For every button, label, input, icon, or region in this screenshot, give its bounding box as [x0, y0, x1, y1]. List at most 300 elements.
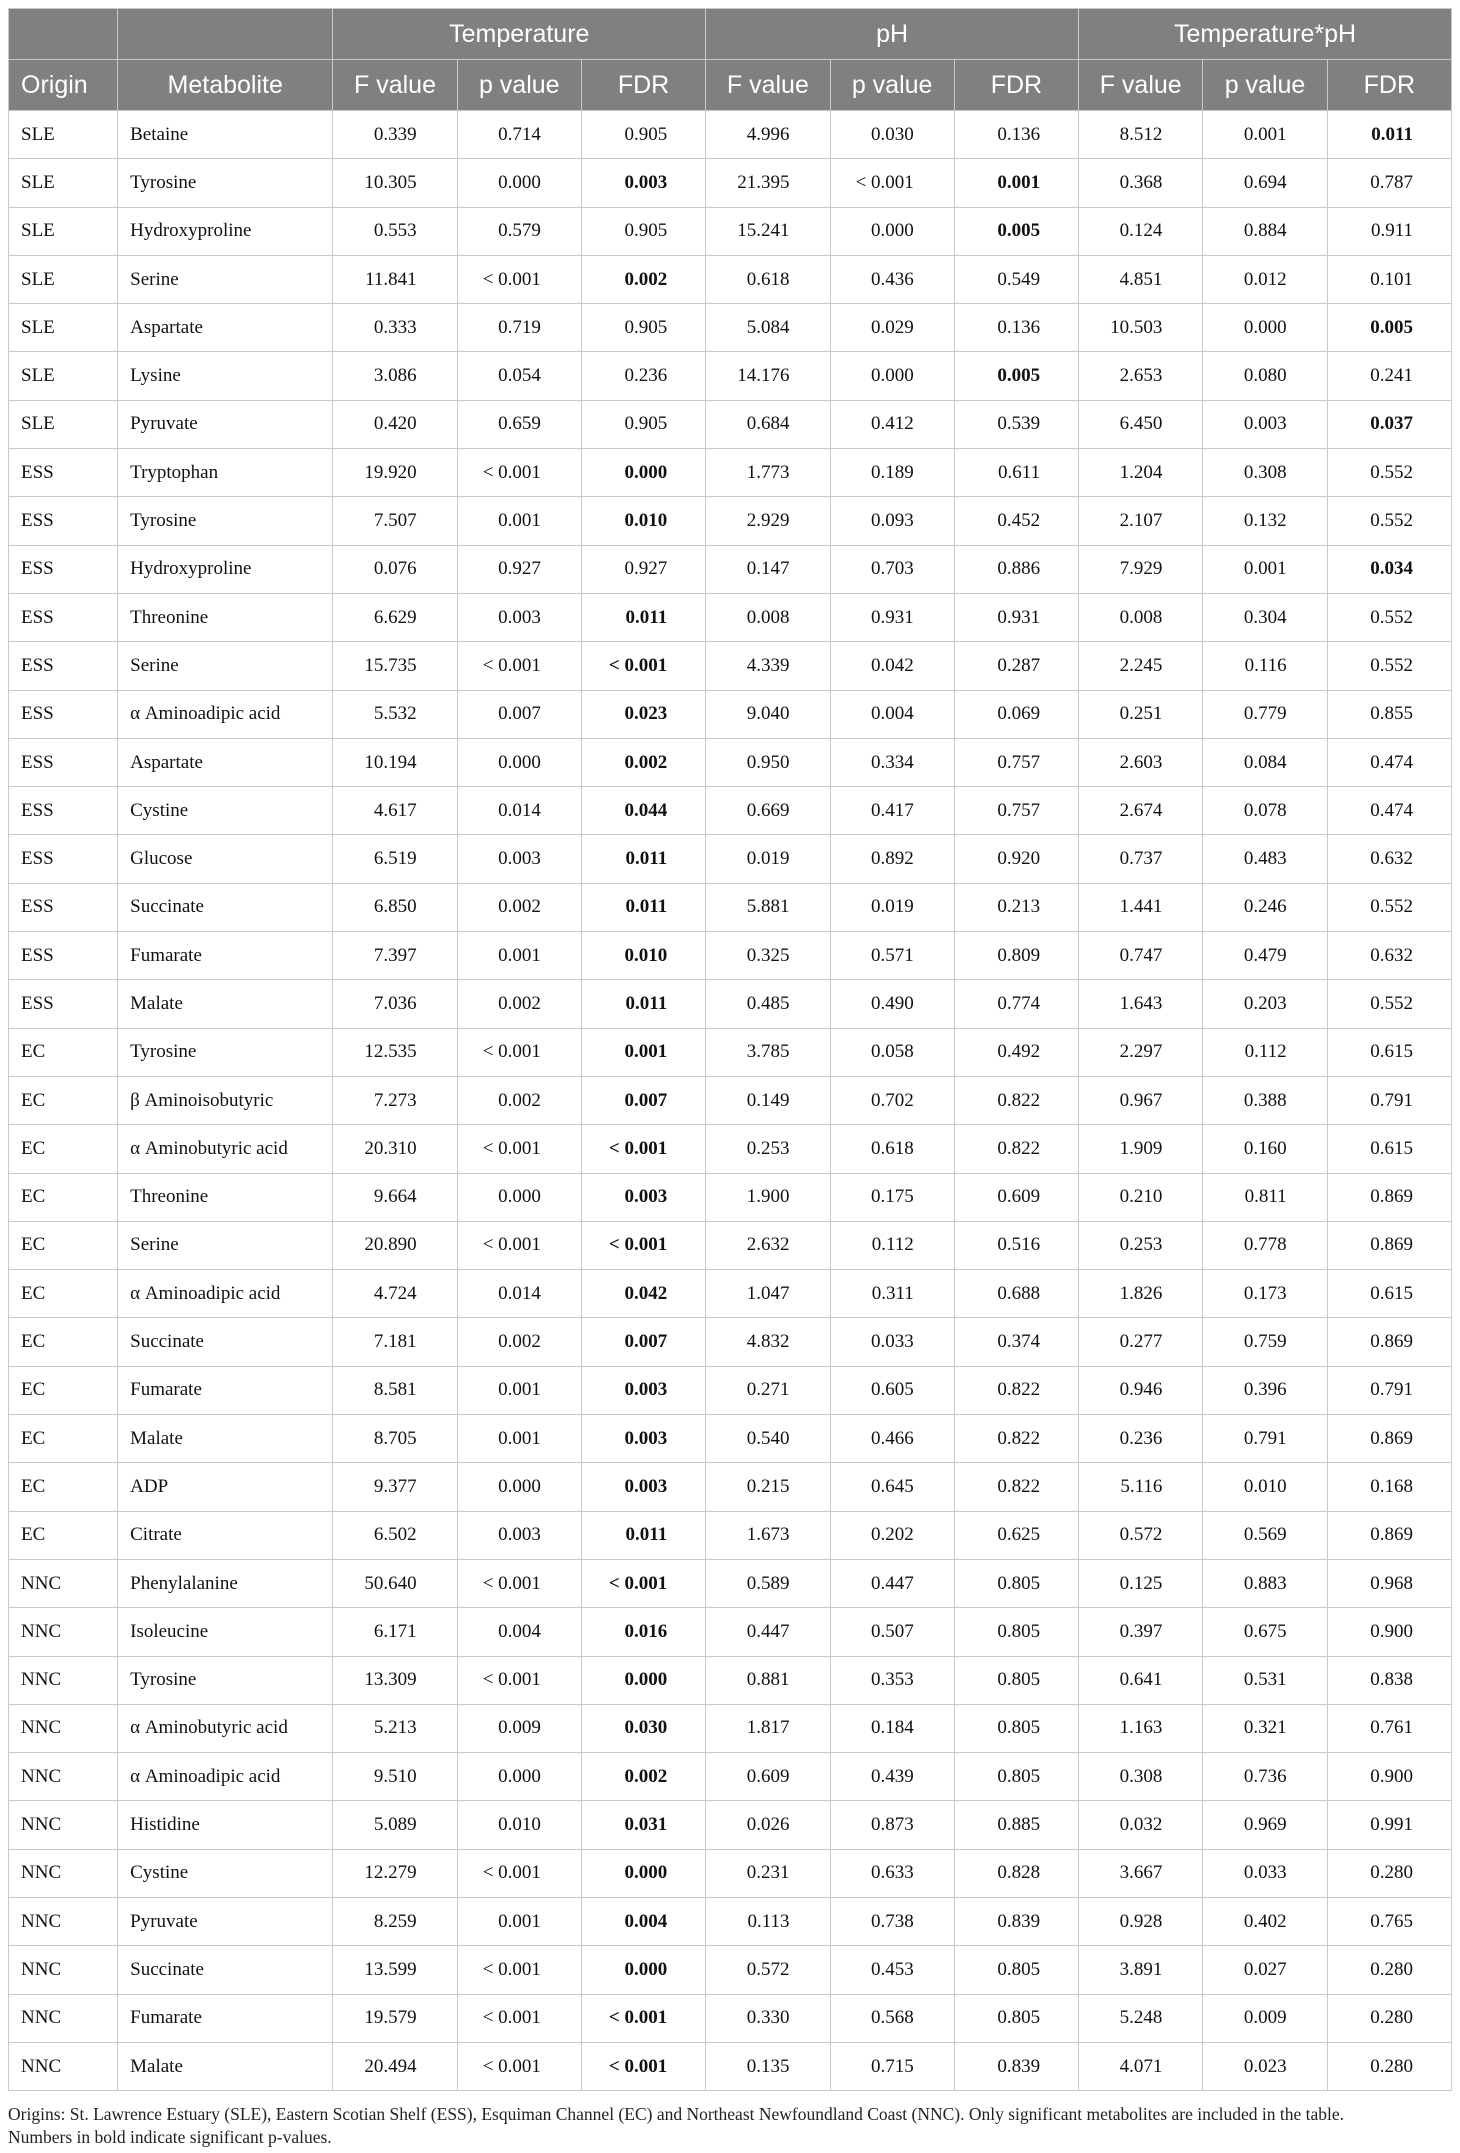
- temperature-p-cell: 0.714: [457, 111, 581, 159]
- table-row: [9, 1415, 1452, 1463]
- ph-f-cell: 0.325: [706, 932, 830, 980]
- metabolite-cell: Succinate: [118, 1318, 333, 1366]
- interaction-f-cell: 1.643: [1079, 980, 1203, 1028]
- table-row: [9, 932, 1452, 980]
- interaction-fdr-cell: 0.011: [1327, 111, 1451, 159]
- table-row: [9, 1028, 1452, 1076]
- metabolite-cell: Aspartate: [118, 738, 333, 786]
- ph-fdr-cell: 0.069: [954, 690, 1078, 738]
- ph-fdr-cell: 0.828: [954, 1849, 1078, 1897]
- origin-cell: SLE: [9, 352, 118, 400]
- temperature-p-cell: 0.000: [457, 159, 581, 207]
- interaction-p-cell: 0.009: [1203, 1994, 1327, 2042]
- origin-cell: NNC: [9, 1559, 118, 1607]
- interaction-p-cell: 0.483: [1203, 835, 1327, 883]
- ph-p-cell: 0.568: [830, 1994, 954, 2042]
- ph-p-cell: 0.033: [830, 1318, 954, 1366]
- interaction-p-cell: 0.388: [1203, 1076, 1327, 1124]
- table-row: [9, 1270, 1452, 1318]
- metabolite-cell: Fumarate: [118, 932, 333, 980]
- interaction-fdr-cell: 0.869: [1327, 1221, 1451, 1269]
- temperature-p-cell: 0.001: [457, 1415, 581, 1463]
- origin-cell: EC: [9, 1366, 118, 1414]
- temperature-fdr-cell: 0.044: [581, 787, 705, 835]
- temperature-fdr-cell: < 0.001: [581, 1221, 705, 1269]
- metabolite-cell: Tyrosine: [118, 159, 333, 207]
- ph-p-cell: 0.334: [830, 738, 954, 786]
- table-row: [9, 497, 1452, 545]
- ph-fdr-cell: 0.822: [954, 1415, 1078, 1463]
- temperature-p-cell: < 0.001: [457, 1849, 581, 1897]
- temperature-p-cell: 0.000: [457, 1753, 581, 1801]
- ph-fdr-cell: 0.609: [954, 1173, 1078, 1221]
- interaction-f-cell: 2.674: [1079, 787, 1203, 835]
- temperature-fdr-cell: 0.007: [581, 1318, 705, 1366]
- temperature-fdr-cell: 0.010: [581, 932, 705, 980]
- temperature-f-cell: 13.309: [333, 1656, 457, 1704]
- ph-p-cell: 0.507: [830, 1608, 954, 1656]
- temperature-f-cell: 7.507: [333, 497, 457, 545]
- temperature-fdr-cell: 0.905: [581, 111, 705, 159]
- ph-fdr-cell: 0.213: [954, 883, 1078, 931]
- temperature-f-cell: 5.532: [333, 690, 457, 738]
- temperature-p-cell: 0.001: [457, 1366, 581, 1414]
- origin-cell: ESS: [9, 980, 118, 1028]
- metabolite-cell: Glucose: [118, 835, 333, 883]
- ph-p-cell: 0.618: [830, 1125, 954, 1173]
- table-row: [9, 1125, 1452, 1173]
- metabolite-cell: Malate: [118, 980, 333, 1028]
- temperature-fdr-cell: 0.011: [581, 883, 705, 931]
- interaction-f-cell: 2.245: [1079, 642, 1203, 690]
- temperature-fdr-cell: 0.003: [581, 1463, 705, 1511]
- temperature-f-cell: 7.036: [333, 980, 457, 1028]
- table-row: [9, 1704, 1452, 1752]
- temperature-fdr-cell: 0.023: [581, 690, 705, 738]
- ph-p-cell: 0.439: [830, 1753, 954, 1801]
- metabolite-cell: Threonine: [118, 593, 333, 641]
- temperature-fdr-cell: 0.905: [581, 207, 705, 255]
- origin-cell: EC: [9, 1221, 118, 1269]
- metabolite-cell: Pyruvate: [118, 1897, 333, 1945]
- ph-fdr-cell: 0.374: [954, 1318, 1078, 1366]
- temperature-p-cell: 0.927: [457, 545, 581, 593]
- ph-p-cell: 0.605: [830, 1366, 954, 1414]
- interaction-p-cell: 0.001: [1203, 545, 1327, 593]
- interaction-p-cell: 0.883: [1203, 1559, 1327, 1607]
- temperature-f-cell: 7.181: [333, 1318, 457, 1366]
- temperature-f-cell: 11.841: [333, 255, 457, 303]
- ph-p-cell: 0.175: [830, 1173, 954, 1221]
- interaction-p-cell: 0.012: [1203, 255, 1327, 303]
- ph-p-cell: 0.058: [830, 1028, 954, 1076]
- origin-cell: ESS: [9, 545, 118, 593]
- ph-f-cell: 0.135: [706, 2042, 830, 2090]
- origin-cell: SLE: [9, 400, 118, 448]
- temperature-fdr-cell: 0.905: [581, 400, 705, 448]
- interaction-p-cell: 0.569: [1203, 1511, 1327, 1559]
- temperature-fdr-cell: 0.236: [581, 352, 705, 400]
- ph-f-cell: 0.231: [706, 1849, 830, 1897]
- interaction-f-cell: 8.512: [1079, 111, 1203, 159]
- ph-f-cell: 0.485: [706, 980, 830, 1028]
- ph-p-cell: 0.702: [830, 1076, 954, 1124]
- table-row: [9, 207, 1452, 255]
- table-body: [9, 111, 1452, 2091]
- ph-p-cell: 0.112: [830, 1221, 954, 1269]
- interaction-f-cell: 0.308: [1079, 1753, 1203, 1801]
- temperature-p-cell: < 0.001: [457, 1028, 581, 1076]
- temperature-p-cell: < 0.001: [457, 1994, 581, 2042]
- temperature-f-cell: 0.076: [333, 545, 457, 593]
- temperature-fdr-cell: 0.010: [581, 497, 705, 545]
- interaction-p-cell: 0.078: [1203, 787, 1327, 835]
- interaction-p-cell: 0.116: [1203, 642, 1327, 690]
- interaction-f-cell: 0.008: [1079, 593, 1203, 641]
- table-row: [9, 1463, 1452, 1511]
- ph-p-cell: 0.311: [830, 1270, 954, 1318]
- temperature-fdr-cell: 0.001: [581, 1028, 705, 1076]
- interaction-f-cell: 1.826: [1079, 1270, 1203, 1318]
- column-header-ph-f: F value: [706, 60, 830, 111]
- ph-f-cell: 3.785: [706, 1028, 830, 1076]
- temperature-f-cell: 0.339: [333, 111, 457, 159]
- temperature-p-cell: 0.000: [457, 738, 581, 786]
- temperature-f-cell: 10.305: [333, 159, 457, 207]
- ph-f-cell: 0.215: [706, 1463, 830, 1511]
- ph-p-cell: 0.000: [830, 207, 954, 255]
- temperature-p-cell: < 0.001: [457, 1125, 581, 1173]
- temperature-f-cell: 7.273: [333, 1076, 457, 1124]
- interaction-fdr-cell: 0.761: [1327, 1704, 1451, 1752]
- temperature-f-cell: 4.724: [333, 1270, 457, 1318]
- ph-fdr-cell: 0.886: [954, 545, 1078, 593]
- interaction-f-cell: 0.368: [1079, 159, 1203, 207]
- table-row: [9, 1076, 1452, 1124]
- table-row: [9, 2042, 1452, 2090]
- temperature-fdr-cell: 0.031: [581, 1801, 705, 1849]
- ph-fdr-cell: 0.539: [954, 400, 1078, 448]
- interaction-fdr-cell: 0.632: [1327, 932, 1451, 980]
- interaction-fdr-cell: 0.855: [1327, 690, 1451, 738]
- interaction-p-cell: 0.308: [1203, 449, 1327, 497]
- metabolite-cell: Tyrosine: [118, 497, 333, 545]
- interaction-f-cell: 0.572: [1079, 1511, 1203, 1559]
- temperature-p-cell: 0.000: [457, 1173, 581, 1221]
- ph-f-cell: 5.084: [706, 304, 830, 352]
- temperature-f-cell: 5.213: [333, 1704, 457, 1752]
- ph-f-cell: 0.669: [706, 787, 830, 835]
- ph-p-cell: 0.738: [830, 1897, 954, 1945]
- interaction-f-cell: 6.450: [1079, 400, 1203, 448]
- temperature-p-cell: 0.007: [457, 690, 581, 738]
- table-row: [9, 1559, 1452, 1607]
- origin-cell: ESS: [9, 593, 118, 641]
- temperature-fdr-cell: 0.011: [581, 835, 705, 883]
- ph-fdr-cell: 0.287: [954, 642, 1078, 690]
- interaction-p-cell: 0.173: [1203, 1270, 1327, 1318]
- interaction-p-cell: 0.246: [1203, 883, 1327, 931]
- table-row: [9, 449, 1452, 497]
- table-row: [9, 1849, 1452, 1897]
- interaction-fdr-cell: 0.474: [1327, 787, 1451, 835]
- metabolite-cell: Cystine: [118, 1849, 333, 1897]
- interaction-f-cell: 0.967: [1079, 1076, 1203, 1124]
- temperature-p-cell: 0.001: [457, 932, 581, 980]
- interaction-f-cell: 10.503: [1079, 304, 1203, 352]
- temperature-p-cell: < 0.001: [457, 642, 581, 690]
- ph-fdr-cell: 0.805: [954, 1704, 1078, 1752]
- interaction-p-cell: 0.112: [1203, 1028, 1327, 1076]
- temperature-f-cell: 9.377: [333, 1463, 457, 1511]
- temperature-fdr-cell: < 0.001: [581, 1125, 705, 1173]
- column-header-temperature-p: p value: [457, 60, 581, 111]
- temperature-p-cell: 0.010: [457, 1801, 581, 1849]
- metabolite-cell: Tryptophan: [118, 449, 333, 497]
- ph-fdr-cell: 0.805: [954, 1946, 1078, 1994]
- metabolite-cell: Serine: [118, 255, 333, 303]
- table-row: [9, 255, 1452, 303]
- origin-cell: EC: [9, 1173, 118, 1221]
- ph-p-cell: 0.453: [830, 1946, 954, 1994]
- ph-fdr-cell: 0.809: [954, 932, 1078, 980]
- interaction-p-cell: 0.000: [1203, 304, 1327, 352]
- interaction-fdr-cell: 0.280: [1327, 2042, 1451, 2090]
- metabolite-cell: Pyruvate: [118, 400, 333, 448]
- footnote-origins: Origins: St. Lawrence Estuary (SLE), Eastern Scotian Shelf (ESS), Esquiman Channel (EC) and Northeast Newfoundland Coast (NNC). Only significant metabolites are included in the table.: [8, 2104, 1345, 2124]
- interaction-fdr-cell: 0.552: [1327, 497, 1451, 545]
- table-row: [9, 1366, 1452, 1414]
- interaction-fdr-cell: 0.869: [1327, 1318, 1451, 1366]
- header-spacer-origin: [9, 9, 118, 60]
- temperature-p-cell: 0.003: [457, 593, 581, 641]
- header-spacer-metabolite: [118, 9, 333, 60]
- temperature-f-cell: 3.086: [333, 352, 457, 400]
- interaction-fdr-cell: 0.280: [1327, 1849, 1451, 1897]
- table-row: [9, 1608, 1452, 1656]
- ph-f-cell: 0.589: [706, 1559, 830, 1607]
- interaction-f-cell: 0.737: [1079, 835, 1203, 883]
- ph-p-cell: 0.447: [830, 1559, 954, 1607]
- ph-p-cell: 0.466: [830, 1415, 954, 1463]
- interaction-fdr-cell: 0.911: [1327, 207, 1451, 255]
- temperature-fdr-cell: 0.016: [581, 1608, 705, 1656]
- temperature-p-cell: 0.004: [457, 1608, 581, 1656]
- temperature-f-cell: 20.310: [333, 1125, 457, 1173]
- ph-f-cell: 0.572: [706, 1946, 830, 1994]
- ph-fdr-cell: 0.136: [954, 304, 1078, 352]
- ph-f-cell: 0.540: [706, 1415, 830, 1463]
- table-row: [9, 1946, 1452, 1994]
- ph-fdr-cell: 0.516: [954, 1221, 1078, 1269]
- results-table-container: [8, 8, 1452, 2091]
- ph-p-cell: 0.436: [830, 255, 954, 303]
- ph-fdr-cell: 0.611: [954, 449, 1078, 497]
- interaction-fdr-cell: 0.615: [1327, 1028, 1451, 1076]
- metabolite-cell: Threonine: [118, 1173, 333, 1221]
- ph-f-cell: 0.609: [706, 1753, 830, 1801]
- interaction-p-cell: 0.479: [1203, 932, 1327, 980]
- temperature-fdr-cell: 0.003: [581, 1366, 705, 1414]
- interaction-p-cell: 0.027: [1203, 1946, 1327, 1994]
- interaction-fdr-cell: 0.991: [1327, 1801, 1451, 1849]
- interaction-fdr-cell: 0.869: [1327, 1511, 1451, 1559]
- ph-fdr-cell: 0.774: [954, 980, 1078, 1028]
- ph-p-cell: 0.030: [830, 111, 954, 159]
- table-row: [9, 690, 1452, 738]
- interaction-f-cell: 4.851: [1079, 255, 1203, 303]
- interaction-p-cell: 0.736: [1203, 1753, 1327, 1801]
- interaction-f-cell: 0.747: [1079, 932, 1203, 980]
- metabolite-cell: Malate: [118, 2042, 333, 2090]
- ph-fdr-cell: 0.822: [954, 1463, 1078, 1511]
- interaction-f-cell: 0.124: [1079, 207, 1203, 255]
- ph-p-cell: 0.571: [830, 932, 954, 980]
- ph-fdr-cell: 0.805: [954, 1753, 1078, 1801]
- table-header: [9, 9, 1452, 111]
- temperature-fdr-cell: 0.905: [581, 304, 705, 352]
- interaction-fdr-cell: 0.037: [1327, 400, 1451, 448]
- temperature-fdr-cell: 0.003: [581, 1173, 705, 1221]
- metabolite-cell: Isoleucine: [118, 1608, 333, 1656]
- temperature-p-cell: 0.579: [457, 207, 581, 255]
- temperature-fdr-cell: 0.007: [581, 1076, 705, 1124]
- temperature-f-cell: 8.705: [333, 1415, 457, 1463]
- metabolite-cell: Succinate: [118, 1946, 333, 1994]
- origin-cell: NNC: [9, 1656, 118, 1704]
- temperature-p-cell: < 0.001: [457, 255, 581, 303]
- temperature-fdr-cell: < 0.001: [581, 2042, 705, 2090]
- origin-cell: EC: [9, 1318, 118, 1366]
- temperature-p-cell: 0.001: [457, 497, 581, 545]
- origin-cell: ESS: [9, 883, 118, 931]
- interaction-fdr-cell: 0.791: [1327, 1076, 1451, 1124]
- interaction-p-cell: 0.132: [1203, 497, 1327, 545]
- ph-p-cell: 0.892: [830, 835, 954, 883]
- temperature-f-cell: 12.535: [333, 1028, 457, 1076]
- interaction-f-cell: 3.891: [1079, 1946, 1203, 1994]
- temperature-fdr-cell: 0.927: [581, 545, 705, 593]
- ph-fdr-cell: 0.839: [954, 2042, 1078, 2090]
- ph-p-cell: 0.019: [830, 883, 954, 931]
- interaction-fdr-cell: 0.101: [1327, 255, 1451, 303]
- ph-p-cell: 0.042: [830, 642, 954, 690]
- interaction-p-cell: 0.396: [1203, 1366, 1327, 1414]
- interaction-f-cell: 1.163: [1079, 1704, 1203, 1752]
- metabolite-cell: Succinate: [118, 883, 333, 931]
- table-row: [9, 787, 1452, 835]
- interaction-fdr-cell: 0.552: [1327, 642, 1451, 690]
- ph-f-cell: 14.176: [706, 352, 830, 400]
- ph-fdr-cell: 0.822: [954, 1366, 1078, 1414]
- interaction-p-cell: 0.531: [1203, 1656, 1327, 1704]
- temperature-fdr-cell: 0.002: [581, 255, 705, 303]
- temperature-fdr-cell: 0.002: [581, 738, 705, 786]
- temperature-p-cell: 0.003: [457, 835, 581, 883]
- ph-p-cell: 0.931: [830, 593, 954, 641]
- ph-fdr-cell: 0.625: [954, 1511, 1078, 1559]
- interaction-f-cell: 0.032: [1079, 1801, 1203, 1849]
- origin-cell: NNC: [9, 1801, 118, 1849]
- temperature-p-cell: 0.009: [457, 1704, 581, 1752]
- ph-p-cell: 0.093: [830, 497, 954, 545]
- table-row: [9, 1994, 1452, 2042]
- interaction-fdr-cell: 0.552: [1327, 593, 1451, 641]
- temperature-f-cell: 20.890: [333, 1221, 457, 1269]
- temperature-f-cell: 0.553: [333, 207, 457, 255]
- interaction-f-cell: 0.236: [1079, 1415, 1203, 1463]
- temperature-f-cell: 19.920: [333, 449, 457, 497]
- origin-cell: SLE: [9, 304, 118, 352]
- ph-p-cell: 0.633: [830, 1849, 954, 1897]
- ph-fdr-cell: 0.005: [954, 207, 1078, 255]
- temperature-f-cell: 6.171: [333, 1608, 457, 1656]
- interaction-fdr-cell: 0.838: [1327, 1656, 1451, 1704]
- interaction-p-cell: 0.084: [1203, 738, 1327, 786]
- metabolite-cell: Histidine: [118, 1801, 333, 1849]
- ph-f-cell: 15.241: [706, 207, 830, 255]
- column-header-origin: Origin: [9, 60, 118, 111]
- temperature-fdr-cell: 0.002: [581, 1753, 705, 1801]
- interaction-p-cell: 0.023: [1203, 2042, 1327, 2090]
- table-row: [9, 159, 1452, 207]
- interaction-p-cell: 0.160: [1203, 1125, 1327, 1173]
- ph-f-cell: 4.339: [706, 642, 830, 690]
- temperature-p-cell: 0.003: [457, 1511, 581, 1559]
- temperature-f-cell: 5.089: [333, 1801, 457, 1849]
- column-header-ph-p: p value: [830, 60, 954, 111]
- ph-f-cell: 1.900: [706, 1173, 830, 1221]
- interaction-p-cell: 0.402: [1203, 1897, 1327, 1945]
- metabolite-cell: α Aminobutyric acid: [118, 1704, 333, 1752]
- ph-fdr-cell: 0.839: [954, 1897, 1078, 1945]
- temperature-fdr-cell: 0.003: [581, 1415, 705, 1463]
- temperature-fdr-cell: 0.000: [581, 1946, 705, 1994]
- origin-cell: EC: [9, 1125, 118, 1173]
- interaction-f-cell: 5.248: [1079, 1994, 1203, 2042]
- column-header-temperature-f: F value: [333, 60, 457, 111]
- table-row: [9, 642, 1452, 690]
- origin-cell: NNC: [9, 1704, 118, 1752]
- interaction-fdr-cell: 0.632: [1327, 835, 1451, 883]
- table-row: [9, 738, 1452, 786]
- origin-cell: ESS: [9, 738, 118, 786]
- origin-cell: ESS: [9, 497, 118, 545]
- ph-p-cell: 0.873: [830, 1801, 954, 1849]
- ph-f-cell: 4.832: [706, 1318, 830, 1366]
- ph-fdr-cell: 0.805: [954, 1994, 1078, 2042]
- temperature-fdr-cell: 0.011: [581, 1511, 705, 1559]
- ph-f-cell: 1.773: [706, 449, 830, 497]
- temperature-f-cell: 8.581: [333, 1366, 457, 1414]
- group-header-ph: pH: [706, 9, 1079, 60]
- ph-p-cell: 0.715: [830, 2042, 954, 2090]
- interaction-p-cell: 0.001: [1203, 111, 1327, 159]
- ph-p-cell: 0.417: [830, 787, 954, 835]
- interaction-f-cell: 0.210: [1079, 1173, 1203, 1221]
- temperature-fdr-cell: 0.003: [581, 159, 705, 207]
- interaction-p-cell: 0.010: [1203, 1463, 1327, 1511]
- interaction-f-cell: 1.204: [1079, 449, 1203, 497]
- metabolite-cell: Lysine: [118, 352, 333, 400]
- interaction-fdr-cell: 0.869: [1327, 1415, 1451, 1463]
- origin-cell: ESS: [9, 642, 118, 690]
- ph-f-cell: 2.929: [706, 497, 830, 545]
- ph-f-cell: 0.684: [706, 400, 830, 448]
- ph-f-cell: 0.253: [706, 1125, 830, 1173]
- interaction-fdr-cell: 0.034: [1327, 545, 1451, 593]
- interaction-p-cell: 0.759: [1203, 1318, 1327, 1366]
